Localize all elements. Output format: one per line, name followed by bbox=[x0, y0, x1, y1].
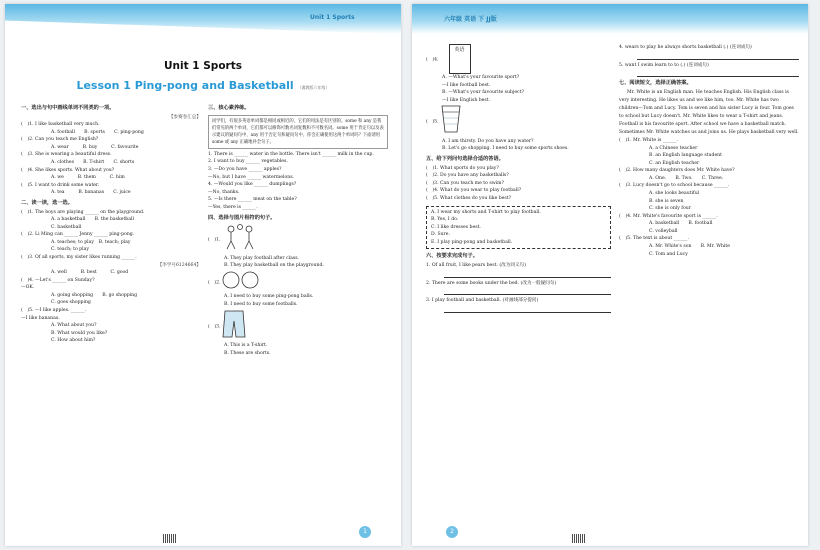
question-item: ( )5. —I like apples. ______. bbox=[21, 308, 87, 314]
answer-options: A. One. B. Two. C. Three. bbox=[649, 175, 724, 181]
picture-question bbox=[426, 44, 611, 74]
question-item: ( )1. The boys are playing ______ on the playground. bbox=[21, 209, 145, 215]
question-item: ( )1. I like basketball very much. bbox=[21, 122, 100, 128]
question-item: ( )1. Mr. White is ______. bbox=[619, 137, 679, 143]
right-page-left-column bbox=[426, 44, 611, 315]
section-4-heading: 四、选择与图片相符的句子。 bbox=[208, 214, 276, 221]
question-item: ( )2. Can you teach me English? bbox=[21, 137, 99, 143]
shorts-icon bbox=[221, 309, 247, 343]
section-5-heading: 五、给下列问句选择合适的答语。 bbox=[426, 156, 504, 163]
english-book-icon bbox=[449, 44, 471, 74]
answer-options: C. How about him? bbox=[51, 338, 96, 344]
section-2-list bbox=[21, 209, 201, 345]
question-item: —I like bananas. bbox=[21, 315, 60, 321]
right-column bbox=[208, 102, 388, 357]
answer-options: B. Let's go shopping. I need to buy some sports shoes. bbox=[442, 146, 569, 152]
question-item: ( )4. Mr. White's favourite sport is ______. bbox=[619, 213, 718, 219]
answer-options: A. What about you? bbox=[51, 323, 97, 329]
answer-line bbox=[637, 52, 799, 60]
answer-option: D. Sure. bbox=[431, 232, 450, 238]
answer-options: C. an English teacher bbox=[649, 160, 700, 166]
unit-title: Unit 1 Sports bbox=[164, 60, 242, 72]
page-number: 2 bbox=[446, 526, 458, 538]
answer-options: C. volleyball bbox=[649, 228, 678, 234]
section-6-heading: 六、按要求完成句子。 bbox=[426, 253, 478, 260]
answer-options: A. This is a T-shirt. bbox=[224, 343, 268, 349]
balls-icon bbox=[221, 270, 261, 294]
answer-options: A. They play football after class. bbox=[224, 255, 300, 261]
answer-options: B. she is seven bbox=[649, 198, 684, 204]
answer-options: C. goes shopping bbox=[51, 300, 91, 306]
section-7-heading: 七、阅读短文，选择正确答案。 bbox=[619, 80, 692, 87]
answer-options: A. a basketball B. the basketball bbox=[51, 217, 134, 223]
question-item: ( )3. Lucy doesn't go to school because ______. bbox=[619, 183, 730, 189]
answer-option: A. I wear my shorts and T-shirt to play football. bbox=[431, 209, 541, 215]
lesson-note: （冀教版六年级） bbox=[297, 85, 330, 90]
answer-options: A. basketball B. football bbox=[649, 221, 713, 227]
fill-blank-item: —No, but I have ______ watermelons. bbox=[208, 174, 295, 180]
qr-code-icon bbox=[163, 534, 176, 543]
fill-blank-item: 2. I want to buy ______ vegetables. bbox=[208, 159, 288, 165]
answer-option: B. Yes, I do. bbox=[431, 217, 459, 223]
left-column bbox=[21, 102, 201, 345]
section-3-note: 同学们，有很多英语单词都是相同或相近的，它们的用法是有区别的。some 和 any 是我们常见的两个单词，它们都可以修饰可数名词复数和不可数名词。some 用于肯定句以及表示建议的疑问句中，any 用于否定句和疑问句中。你会正确使用这两个单词吗？下面请用 some 或 any 正确地补全句子。 bbox=[208, 115, 388, 149]
page-number: 1 bbox=[359, 526, 371, 538]
fill-blank-item: —No, thanks. bbox=[208, 189, 240, 195]
answer-options: A. football B. sports C. ping-pong bbox=[51, 129, 144, 135]
answer-options: A. clothes B. T-shirt C. shorts bbox=[51, 160, 135, 166]
answer-option: C. I like dresses best. bbox=[431, 224, 481, 230]
section-1-heading: 一、选出与句中画线单词不同类的一项。 bbox=[21, 105, 115, 111]
rewrite-item: 2. There are some books under the bed. (改为一般疑问句) bbox=[426, 280, 557, 286]
question-number: ( )5. bbox=[426, 119, 439, 125]
answer-line bbox=[444, 287, 611, 295]
picture-question bbox=[426, 104, 611, 138]
fill-blank-item: 1. There is ______ water in the bottle. There isn't ______ milk in the cup. bbox=[208, 151, 374, 157]
answer-options: A. —What's your favourite sport? bbox=[442, 75, 520, 80]
picture-question bbox=[208, 309, 388, 343]
answer-box bbox=[426, 206, 611, 250]
right-page-right-column bbox=[619, 44, 799, 258]
rewrite-item: 1. Of all fruit, I like pears best. (改为同义句) bbox=[426, 262, 526, 268]
fill-blank-item: 5. —Is there ______ meat on the table? bbox=[208, 197, 297, 203]
lesson-title-text: Lesson 1 Ping-pong and Basketball bbox=[76, 79, 294, 92]
section-4-list bbox=[208, 223, 388, 357]
answer-options: A. going shopping B. go shopping bbox=[51, 292, 138, 298]
answer-line bbox=[444, 270, 611, 278]
book-label: 英语 bbox=[454, 47, 465, 53]
answer-options: A. we B. them C. him bbox=[51, 175, 125, 181]
rewrite-item: 5. want I swim learn to to (.) (连词成句) bbox=[619, 62, 709, 68]
question-item: ( )4. She likes sports. What about you? bbox=[21, 167, 115, 173]
question-item: ( )5. The text is about ______. bbox=[619, 236, 689, 242]
question-item: ( )3. She is wearing a beautiful dress. bbox=[21, 152, 112, 158]
question-item: —OK. bbox=[21, 285, 35, 291]
picture-question bbox=[208, 270, 388, 294]
answer-options: A. I am thirsty. Do you have any water? bbox=[442, 138, 534, 144]
question-item: ( )2. How many daughters does Mr. White have? bbox=[619, 168, 735, 174]
question-item: ( )4. What do you wear to play football? bbox=[426, 188, 522, 194]
question-item: ( )3. Of all sports, my sister likes running ______. bbox=[21, 254, 137, 260]
question-number: ( )3. bbox=[208, 323, 221, 329]
answer-options: B. What would you like? bbox=[51, 330, 108, 336]
question-number: ( )2. bbox=[208, 280, 221, 286]
answer-line bbox=[444, 305, 611, 313]
answer-options: A. tea B. bananas C. juice bbox=[51, 190, 131, 196]
answer-option: E. I play ping-pong and basketball. bbox=[431, 239, 513, 245]
question-item: ( )5. What clothes do you like best? bbox=[426, 195, 512, 201]
answer-line bbox=[637, 69, 799, 77]
grade-header-tag: 六年级 英语 下 JJ版 bbox=[444, 16, 497, 23]
section-3-list bbox=[208, 151, 388, 212]
answer-options: B. —What's your favourite subject? bbox=[442, 90, 524, 96]
answer-options: A. Mr. White's son B. Mr. White bbox=[649, 244, 730, 250]
left-page bbox=[5, 4, 401, 546]
fill-blank-item: 4. —Would you like ______ dumplings? bbox=[208, 182, 297, 188]
question-number: ( )4. bbox=[426, 57, 439, 63]
answer-options: —I like football best. bbox=[442, 82, 491, 88]
answer-options: —I like English best. bbox=[442, 97, 491, 103]
boys-playing-icon bbox=[221, 223, 261, 255]
answer-options: B. They play basketball on the playground. bbox=[224, 263, 324, 269]
answer-options: A. teaches; to play B. teach; play bbox=[51, 239, 131, 245]
section-7-list bbox=[619, 137, 799, 258]
answer-options: A. I need to buy some ping-pong balls. bbox=[224, 294, 314, 300]
fill-blank-item: —Yes, there is ______. bbox=[208, 204, 258, 210]
section-6-list-cont bbox=[619, 44, 799, 77]
section-3-heading: 三、核心素养练。 bbox=[208, 105, 250, 111]
rewrite-item: 3. I play football and basketball. (对画线部分提问) bbox=[426, 298, 539, 304]
answer-options: B. an English language student bbox=[649, 153, 722, 159]
answer-options: B. I need to buy some footballs. bbox=[224, 301, 298, 307]
answer-options: C. she is only four bbox=[649, 206, 691, 212]
reading-passage: Mr. White is an English man. He teaches English. His English class is very interesting. He likes us and we like him, too. Mr. White has two children—Tom and Lucy. Tom is seven and his sister Lucy is four. Tom goes to school but Lucy doesn't. Mr. White likes to wear a T-shirt and jeans. Football is his favourite sport. After school we have a basketball match. Sometimes Mr. White watches us and joins us. He plays basketball very well. bbox=[619, 89, 799, 135]
answer-options: C. teach; to play bbox=[51, 247, 89, 253]
question-item: ( )1. What sports do you play? bbox=[426, 165, 499, 171]
water-glass-icon bbox=[439, 104, 463, 138]
qr-code-icon bbox=[572, 534, 585, 543]
answer-options: A. well B. best C. good bbox=[51, 270, 129, 276]
section-1-list bbox=[21, 121, 201, 197]
section-1-tag: 【参赛卷汇总】 bbox=[168, 114, 201, 120]
question-item: ( )4. —Let's ______ on Sunday? bbox=[21, 277, 95, 283]
answer-options: A. a Chinese teacher bbox=[649, 145, 698, 151]
lesson-title bbox=[5, 79, 401, 92]
answer-options: A. she looks beautiful bbox=[649, 190, 700, 196]
question-number: ( )1. bbox=[208, 237, 221, 243]
answer-options: B. These are shorts. bbox=[224, 350, 271, 356]
section-5-list bbox=[426, 165, 611, 203]
answer-options: C. Tom and Lucy bbox=[649, 251, 688, 257]
answer-options: C. basketball bbox=[51, 224, 82, 230]
picture-question bbox=[208, 223, 388, 255]
right-page bbox=[412, 4, 808, 546]
question-item: ( )2. Do you have any basketballs? bbox=[426, 173, 509, 179]
fill-blank-item: 3. —Do you have ______ apples? bbox=[208, 167, 282, 173]
question-item: ( )3. Can you teach me to swim? bbox=[426, 180, 504, 186]
section-2-heading: 二、读一读，选一选。 bbox=[21, 199, 73, 206]
section-6-list bbox=[426, 262, 611, 313]
question-tag: 【李学号6124664】 bbox=[157, 262, 201, 268]
answer-options: A. wear B. buy C. favourite bbox=[51, 144, 139, 150]
picture-choice-list bbox=[426, 44, 611, 153]
question-item: ( )5. I want to drink some water. bbox=[21, 182, 100, 188]
rewrite-item: 4. wears to play he always shorts basketball (.) (连词成句) bbox=[619, 45, 752, 50]
question-item: ( )2. Li Ming can ______ Jenny ______ ping-pong. bbox=[21, 232, 135, 238]
unit-header-tag: Unit 1 Sports bbox=[310, 14, 355, 21]
